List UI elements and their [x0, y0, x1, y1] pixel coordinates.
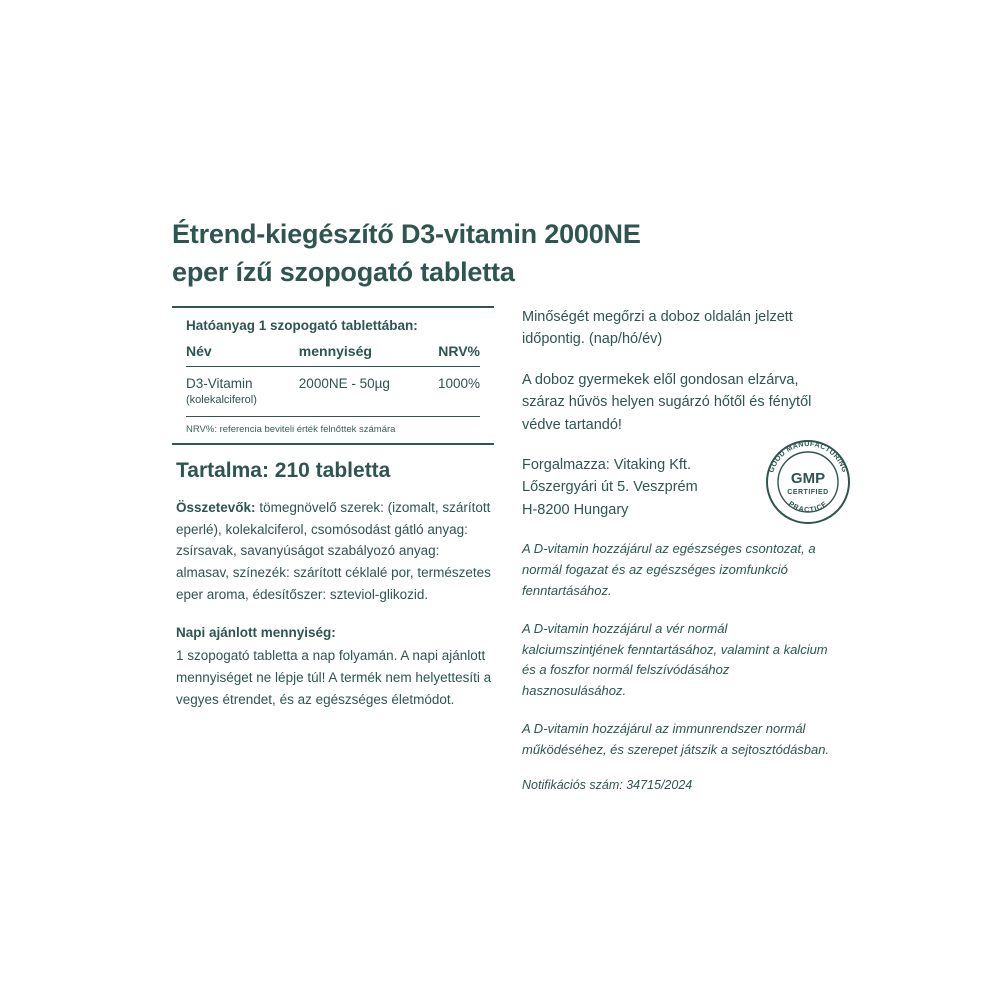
expiry-text: Minőségét megőrzi a doboz oldalán jelzett időpontig. (nap/hó/év): [522, 308, 793, 348]
nutrition-caption: Hatóanyag 1 szopogató tablettában:: [186, 317, 418, 333]
title-line-2: eper ízű szopogató tabletta: [172, 257, 515, 288]
health-claim-2: A D-vitamin hozzájárul a vér normál kalciumszintjének fenntartásához, valamint a kalcium és a foszfor normál felszívódásához hasznosulásához.: [522, 620, 828, 699]
page-title: [172, 215, 832, 292]
product-label: [172, 215, 850, 792]
svg-text:PRACTICE: PRACTICE: [786, 498, 830, 514]
label-columns: [172, 306, 850, 792]
svg-text:GOOD MANUFACTURING: GOOD MANUFACTURING: [766, 438, 850, 474]
gmp-certified-stamp-icon: [762, 436, 854, 528]
contents-count: Tartalma: 210 tabletta: [176, 458, 391, 482]
nrv-footnote: NRV%: referencia beviteli érték felnőttek számára: [186, 416, 480, 435]
title-line-1: Étrend-kiegészítő D3-vitamin 2000NE: [172, 219, 641, 249]
ingredients-block: [176, 497, 494, 606]
column-header-nrv: NRV%: [438, 342, 481, 359]
ingredients-text: tömegnövelő szerek: (izomalt, szárított eperlé), kolekalciferol, csomósodást gátló anyag: zsírsavak, savanyúságot szabályozó anyag: almasav, színezék: szárított céklalé por, természetes eper aroma, édesítőszer: szteviol-glikozid.: [176, 499, 491, 603]
dosage-text: 1 szopogató tabletta a nap folyamán. A napi ajánlott mennyiséget ne lépje túl! A termék nem helyettesíti a vegyes étrendet, és az egészséges életmódot.: [176, 647, 492, 707]
table-row: [186, 367, 480, 406]
left-column: [172, 306, 494, 727]
right-column: [522, 306, 850, 792]
svg-text:GMP: GMP: [790, 469, 826, 487]
dosage-heading: Napi ajánlott mennyiség:: [176, 624, 336, 640]
svg-text:CERTIFIED: CERTIFIED: [787, 488, 829, 496]
distributor-line-3: H-8200 Hungary: [522, 501, 629, 518]
storage-text: A doboz gyermekek elől gondosan elzárva, száraz hűvös helyen sugárzó hőtől és fénytől védve tartandó!: [522, 371, 812, 433]
cell-nrv: 1000%: [437, 375, 481, 391]
dosage-block: [176, 622, 494, 710]
notification-number: Notifikációs szám: 34715/2024: [522, 777, 693, 792]
nutrition-header-row: [186, 343, 480, 367]
nutrition-table: [172, 306, 494, 445]
ingredients-heading: Összetevők:: [176, 499, 256, 515]
ingredient-name-sub: (kolekalciferol): [186, 393, 257, 406]
ingredient-name: D3-Vitamin: [186, 375, 253, 391]
cell-quantity: 2000NE - 50µg: [298, 375, 390, 391]
health-claim-1: A D-vitamin hozzájárul az egészséges csontozat, a normál fogazat és az egészséges izomfunkció fenntartásához.: [522, 541, 816, 598]
cell-name: [186, 376, 299, 406]
distributor-line-2: Lőszergyári út 5. Veszprém: [522, 479, 698, 496]
column-header-quantity: mennyiség: [298, 342, 372, 359]
column-header-name: Név: [186, 342, 212, 359]
health-claim-3: A D-vitamin hozzájárul az immunrendszer normál működéséhez, és szerepet játszik a sejtosztódásban.: [522, 720, 830, 757]
distributor-line-1: Forgalmazza: Vitaking Kft.: [522, 457, 691, 473]
